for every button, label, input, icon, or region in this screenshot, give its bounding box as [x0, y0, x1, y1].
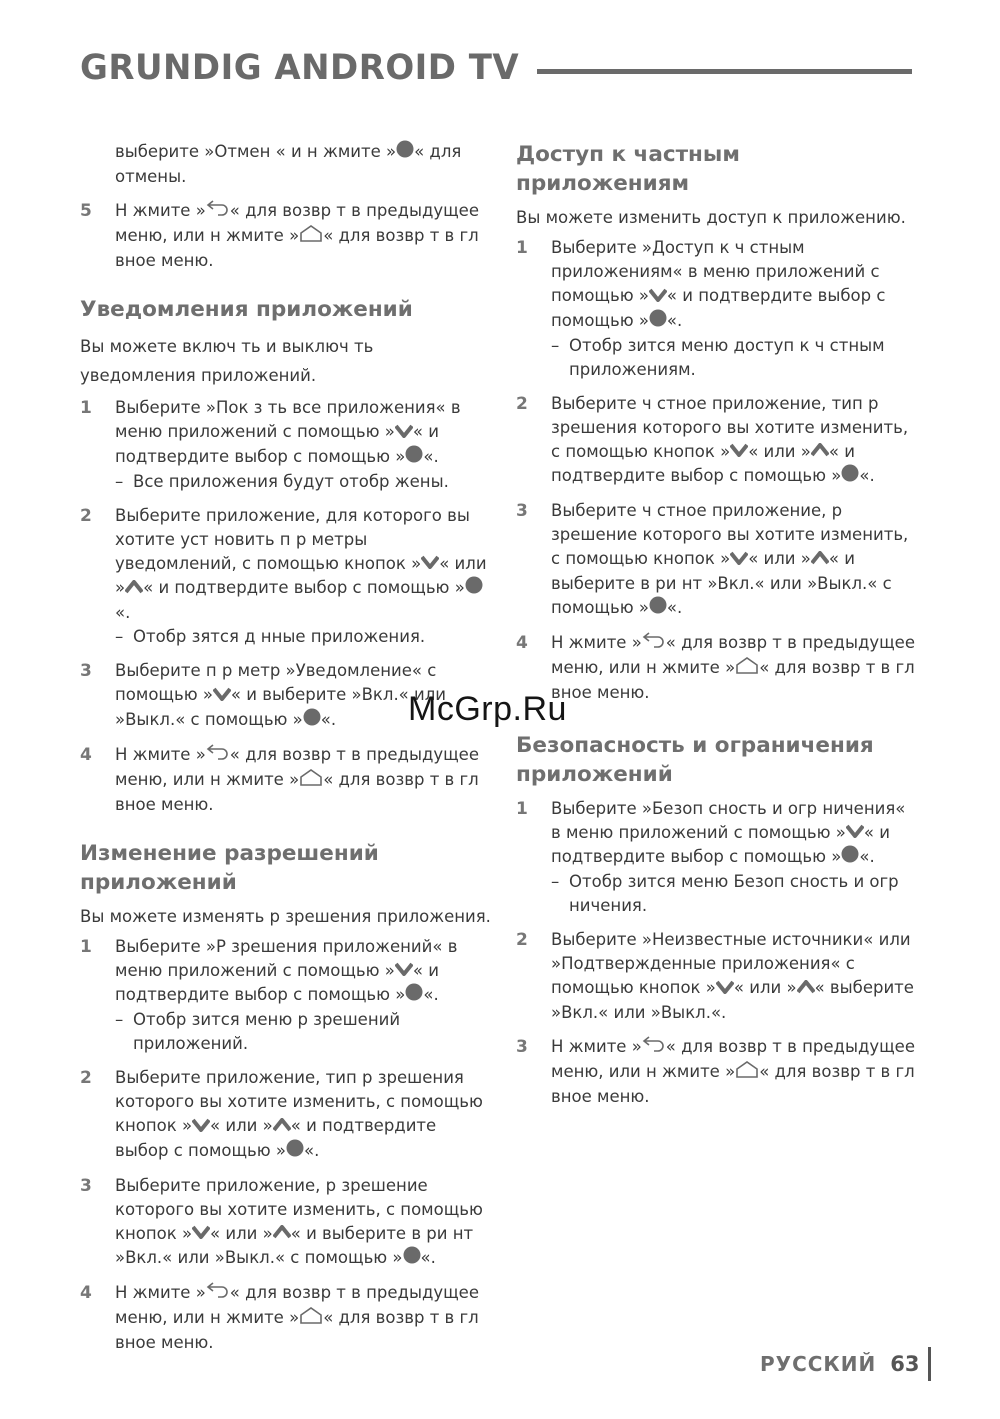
back-arrow-icon [206, 199, 230, 224]
header-title: GRUNDIG ANDROID TV [80, 48, 520, 88]
step-result: – Все приложения будут отобр жены. [115, 471, 449, 491]
chevron-down-icon [192, 1222, 210, 1246]
chevron-down-icon [716, 977, 734, 1001]
home-icon [299, 768, 323, 793]
section-intro: Вы можете включ ть и выключ ть уведомления приложений. [80, 337, 374, 385]
step-4: 4 Н жмите » « для возвр т в предыдущее меню, или н жмите » « для возвр т в гл вное меню. [80, 744, 479, 814]
ok-circle-icon [286, 1139, 304, 1164]
home-icon [735, 1060, 759, 1085]
page-number: 63 [890, 1347, 930, 1381]
step-result: – Отобр зится меню р зрешений приложений. [115, 1010, 401, 1053]
back-arrow-icon [642, 631, 666, 656]
chevron-down-icon [730, 548, 748, 572]
chevron-up-icon [811, 440, 829, 464]
ok-circle-icon [649, 596, 667, 621]
step-4: 4 Н жмите » « для возвр т в предыдущее меню, или н жмите » « для возвр т в гл вное меню. [516, 632, 915, 702]
right-column [516, 140, 916, 1119]
back-arrow-icon [206, 1281, 230, 1306]
chevron-up-icon [273, 1222, 291, 1246]
chevron-up-icon [797, 977, 815, 1001]
back-arrow-icon [206, 743, 230, 768]
step-5: 5 Н жмите » « для возвр т в предыдущее меню, или н жмите » « для возвр т в гл вное меню. [80, 201, 479, 270]
step-result: – Отобр зится меню доступ к ч стным приложениям. [551, 335, 885, 379]
step-2: 2 Выберите ч стное приложение, тип р зрешения которого вы хотите изменить, с помощью кнопок » « или » « и подтвердите выбор с помощью » «. [516, 392, 916, 490]
chevron-down-icon [395, 959, 413, 983]
section-intro: Вы можете изменить доступ к приложению. [516, 208, 906, 227]
chevron-down-icon [213, 684, 231, 708]
header-rule [537, 69, 912, 74]
section-title-private-apps: Доступ к частным приложениям [516, 142, 740, 196]
chevron-down-icon [395, 421, 413, 445]
home-icon [299, 224, 323, 249]
step-2: 2 Выберите »Неизвестные источники« или »Подтвержденные приложения« с помощью кнопок » « или » « выберите »Вкл.« или »Выкл.«. [516, 930, 914, 1022]
back-arrow-icon [642, 1035, 666, 1060]
chevron-up-icon [811, 548, 829, 572]
chevron-up-icon [125, 577, 143, 601]
chevron-up-icon [273, 1115, 291, 1139]
step-4: 4 Н жмите » « для возвр т в предыдущее меню, или н жмите » « для возвр т в гл вное меню. [80, 1283, 479, 1352]
step-1: 1 Выберите »Р зрешения приложений« в меню приложений с помощью » « и подтвердите выбор с помощью » «. – Отобр зится меню р зрешений приложений. [80, 935, 492, 1057]
ok-circle-icon [396, 140, 414, 165]
page-header [80, 48, 912, 88]
chevron-down-icon [649, 285, 667, 309]
step-2: 2 Выберите приложение, для которого вы хотите уст новить п р метры уведомлений, с помощью кнопок » « или » « и подтвердите выбор с помощью »«. – Отобр зятся д нные приложения. [80, 504, 492, 650]
section-title-permissions: Изменение разрешений приложений [80, 840, 379, 895]
step-result: – Отобр зится меню Безоп сность и огр ничения. [551, 872, 899, 915]
chevron-down-icon [192, 1115, 210, 1139]
chevron-down-icon [846, 821, 864, 845]
ok-circle-icon [465, 576, 483, 601]
left-column [80, 140, 492, 1365]
footer-language: РУССКИЙ [760, 1352, 877, 1376]
step-2: 2 Выберите приложение, тип р зрешения которого вы хотите изменить, с помощью кнопок » « или » « и подтвердите выбор с помощью » «. [80, 1066, 492, 1164]
step-3: 3 Выберите ч стное приложение, р зрешение которого вы хотите изменить, с помощью кнопок » « или » « и выберите в ри нт »Вкл.« или »Выкл.« с помощью » «. [516, 499, 916, 621]
ok-circle-icon [403, 1246, 421, 1271]
section-title-security: Безопасность и ограничения приложений [516, 732, 874, 787]
step-3: 3 Выберите п р метр »Уведомление« с помощью » « и выберите »Вкл.« или »Выкл.« с помощью » «. [80, 659, 492, 733]
ok-circle-icon [405, 445, 423, 470]
page-footer [760, 1345, 931, 1383]
step-1: 1 Выберите »Безоп сность и огр ничения« в меню приложений с помощью » « и подтвердите выбор с помощью » «. – Отобр зится меню Безоп сность и огр ничения. [516, 797, 916, 919]
chevron-down-icon [730, 440, 748, 464]
ok-circle-icon [303, 708, 321, 733]
step-1: 1 Выберите »Доступ к ч стным приложениям« в меню приложений с помощью » « и подтвердите выбор с помощью » «. – Отобр зится меню доступ к ч стным приложениям. [516, 236, 916, 382]
ok-circle-icon [649, 309, 667, 334]
section-intro: Вы можете изменять р зрешения приложения. [80, 906, 491, 926]
step-3: 3 Н жмите » « для возвр т в предыдущее меню, или н жмите » « для возвр т в гл вное меню. [516, 1036, 915, 1106]
ok-circle-icon [841, 464, 859, 489]
home-icon [735, 656, 759, 681]
continued-step: выберите »Отмен « и н жмите » « для отмены. [115, 142, 462, 186]
step-1: 1 Выберите »Пок з ть все приложения« в меню приложений с помощью » « и подтвердите выбор с помощью » «. – Все приложения будут отобр жены. [80, 396, 492, 494]
chevron-down-icon [421, 552, 439, 576]
home-icon [299, 1306, 323, 1331]
step-3: 3 Выберите приложение, р зрешение которого вы хотите изменить, с помощью кнопок » « или » « и выберите в ри нт »Вкл.« или »Выкл.« с помощью » «. [80, 1174, 492, 1272]
section-title-notifications: Уведомления приложений [80, 297, 413, 322]
step-result: – Отобр зятся д нные приложения. [115, 627, 426, 646]
ok-circle-icon [405, 983, 423, 1008]
ok-circle-icon [841, 845, 859, 870]
watermark: McGrp.Ru [408, 690, 567, 728]
